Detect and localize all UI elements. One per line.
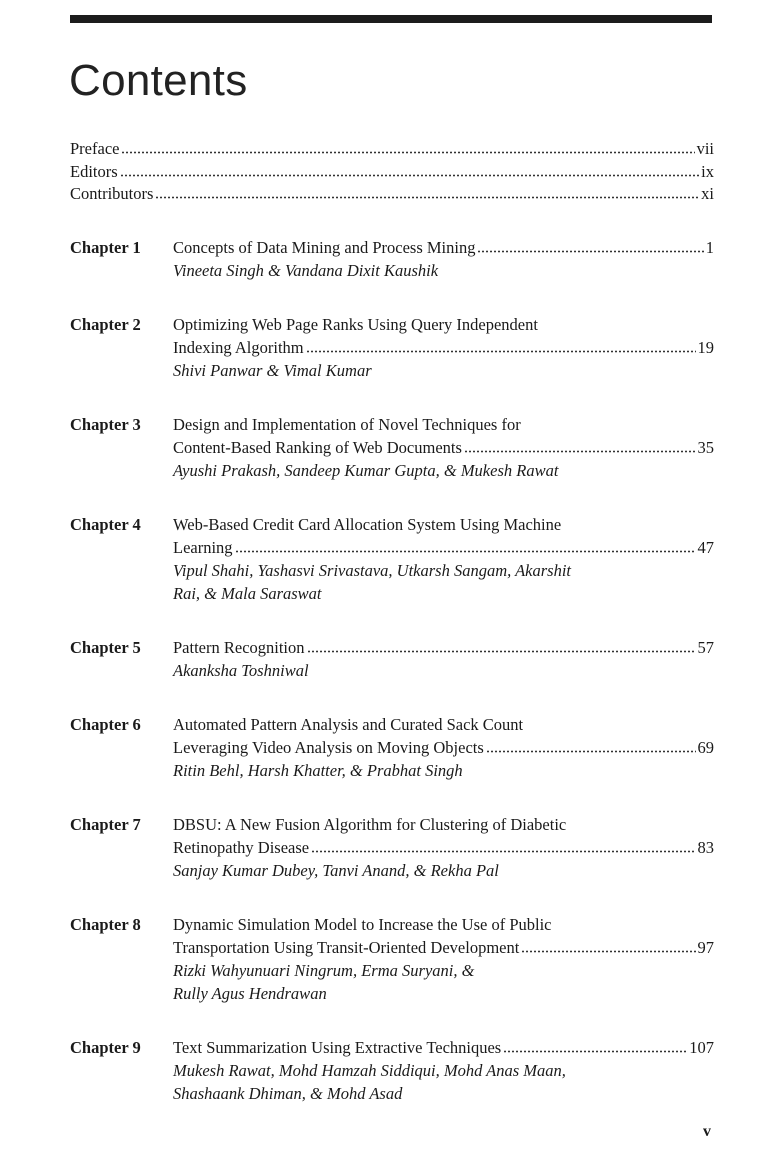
chapter-label: Chapter 7 bbox=[70, 815, 141, 834]
chapter-page: 47 bbox=[697, 538, 714, 557]
page-number: v bbox=[703, 1123, 711, 1140]
dot-leader bbox=[235, 550, 696, 553]
chapter-authors: Vipul Shahi, Yashasvi Srivastava, Utkarsh Sangam, Akarshit bbox=[173, 561, 571, 580]
toc-entry-page: vii bbox=[696, 139, 714, 158]
toc-entry-page: ix bbox=[701, 161, 714, 181]
dot-leader bbox=[486, 750, 696, 753]
toc-entry-label: Editors bbox=[70, 161, 118, 181]
chapter-label: Chapter 8 bbox=[70, 915, 141, 934]
chapter-authors: Akanksha Toshniwal bbox=[173, 661, 309, 680]
chapter-title-text: DBSU: A New Fusion Algorithm for Clustering of Diabetic bbox=[173, 815, 567, 834]
dot-leader bbox=[307, 650, 696, 653]
chapter-page: 19 bbox=[697, 338, 714, 357]
chapter-entry[interactable] bbox=[70, 1036, 714, 1105]
chapter-title-line bbox=[173, 736, 714, 759]
chapter-page: 107 bbox=[689, 1038, 714, 1057]
dot-leader bbox=[155, 196, 699, 199]
chapter-body bbox=[173, 636, 714, 682]
chapter-title-text: Leveraging Video Analysis on Moving Objects bbox=[173, 738, 484, 757]
chapter-page: 97 bbox=[697, 938, 714, 957]
chapter-title-line bbox=[173, 913, 714, 936]
chapter-authors: Ritin Behl, Harsh Khatter, & Prabhat Singh bbox=[173, 761, 463, 780]
front-matter-list bbox=[70, 138, 714, 206]
header-rule bbox=[70, 15, 712, 23]
chapter-title-line bbox=[173, 313, 714, 336]
toc-entry-page: xi bbox=[701, 184, 714, 204]
chapter-title-line bbox=[173, 636, 714, 659]
chapter-title-text: Optimizing Web Page Ranks Using Query Independent bbox=[173, 315, 538, 334]
chapter-list bbox=[70, 236, 714, 1136]
toc-entry[interactable] bbox=[70, 138, 714, 161]
chapter-title-line bbox=[173, 513, 714, 536]
chapter-page: 57 bbox=[697, 638, 714, 657]
chapter-body bbox=[173, 313, 714, 382]
chapter-label: Chapter 4 bbox=[70, 515, 141, 534]
chapter-title-text: Web-Based Credit Card Allocation System Using Machine bbox=[173, 515, 562, 534]
chapter-page: 35 bbox=[697, 438, 714, 457]
chapter-body bbox=[173, 413, 714, 482]
chapter-authors: Vineeta Singh & Vandana Dixit Kaushik bbox=[173, 261, 439, 280]
dot-leader bbox=[503, 1050, 687, 1053]
dot-leader bbox=[311, 850, 695, 853]
chapter-authors: Shivi Panwar & Vimal Kumar bbox=[173, 361, 372, 380]
chapter-title-line bbox=[173, 936, 714, 959]
chapter-title-text: Content-Based Ranking of Web Documents bbox=[173, 438, 462, 457]
toc-entry-label: Contributors bbox=[70, 184, 154, 204]
chapter-authors: Rully Agus Hendrawan bbox=[173, 984, 327, 1003]
chapter-entry[interactable] bbox=[70, 413, 714, 482]
chapter-label: Chapter 1 bbox=[70, 238, 141, 257]
chapter-title-line bbox=[173, 536, 714, 559]
dot-leader bbox=[121, 151, 694, 154]
chapter-title-text: Transportation Using Transit-Oriented Development bbox=[173, 938, 520, 957]
chapter-body bbox=[173, 713, 714, 782]
dot-leader bbox=[120, 174, 699, 177]
chapter-label: Chapter 6 bbox=[70, 715, 141, 734]
chapter-title-text: Learning bbox=[173, 538, 233, 557]
chapter-title-line bbox=[173, 836, 714, 859]
dot-leader bbox=[477, 250, 703, 253]
chapter-entry[interactable] bbox=[70, 913, 714, 1005]
chapter-body bbox=[173, 813, 714, 882]
chapter-title-line bbox=[173, 236, 714, 259]
chapter-title-line bbox=[173, 713, 714, 736]
dot-leader bbox=[464, 450, 696, 453]
chapter-title-text: Text Summarization Using Extractive Techniques bbox=[173, 1038, 502, 1057]
dot-leader bbox=[306, 350, 696, 353]
chapter-title-text: Retinopathy Disease bbox=[173, 838, 310, 857]
chapter-body bbox=[173, 913, 714, 1005]
chapter-body bbox=[173, 236, 714, 282]
chapter-title-line bbox=[173, 413, 714, 436]
toc-entry-label: Preface bbox=[70, 139, 120, 158]
toc-entry[interactable] bbox=[70, 183, 714, 206]
chapter-entry[interactable] bbox=[70, 636, 714, 682]
chapter-authors: Mukesh Rawat, Mohd Hamzah Siddiqui, Mohd Anas Maan, bbox=[173, 1061, 566, 1080]
chapter-label: Chapter 3 bbox=[70, 415, 141, 434]
dot-leader bbox=[521, 950, 695, 953]
chapter-body bbox=[173, 513, 714, 605]
chapter-title-line bbox=[173, 336, 714, 359]
chapter-page: 83 bbox=[697, 838, 714, 857]
chapter-label: Chapter 2 bbox=[70, 315, 141, 334]
chapter-authors: Shashaank Dhiman, & Mohd Asad bbox=[173, 1084, 403, 1103]
chapter-label: Chapter 5 bbox=[70, 638, 141, 657]
chapter-title-text: Design and Implementation of Novel Techniques for bbox=[173, 415, 521, 434]
chapter-entry[interactable] bbox=[70, 313, 714, 382]
chapter-entry[interactable] bbox=[70, 513, 714, 605]
chapter-authors: Ayushi Prakash, Sandeep Kumar Gupta, & Mukesh Rawat bbox=[173, 461, 559, 480]
chapter-page: 1 bbox=[705, 238, 714, 257]
chapter-title-text: Automated Pattern Analysis and Curated Sack Count bbox=[173, 715, 524, 734]
chapter-entry[interactable] bbox=[70, 236, 714, 282]
chapter-title-text: Concepts of Data Mining and Process Mining bbox=[173, 238, 476, 257]
chapter-title-text: Indexing Algorithm bbox=[173, 338, 304, 357]
page-title: Contents bbox=[69, 56, 248, 105]
chapter-title-text: Pattern Recognition bbox=[173, 638, 305, 657]
chapter-title-text: Dynamic Simulation Model to Increase the Use of Public bbox=[173, 915, 552, 934]
chapter-title-line bbox=[173, 813, 714, 836]
chapter-title-line bbox=[173, 1036, 714, 1059]
chapter-body bbox=[173, 1036, 714, 1105]
chapter-page: 69 bbox=[697, 738, 714, 757]
toc-entry[interactable] bbox=[70, 161, 714, 184]
chapter-entry[interactable] bbox=[70, 813, 714, 882]
chapter-authors: Rizki Wahyunuari Ningrum, Erma Suryani, & bbox=[173, 961, 475, 980]
chapter-entry[interactable] bbox=[70, 713, 714, 782]
chapter-title-line bbox=[173, 436, 714, 459]
chapter-authors: Sanjay Kumar Dubey, Tanvi Anand, & Rekha Pal bbox=[173, 861, 499, 880]
chapter-authors: Rai, & Mala Saraswat bbox=[173, 584, 322, 603]
chapter-label: Chapter 9 bbox=[70, 1038, 141, 1057]
